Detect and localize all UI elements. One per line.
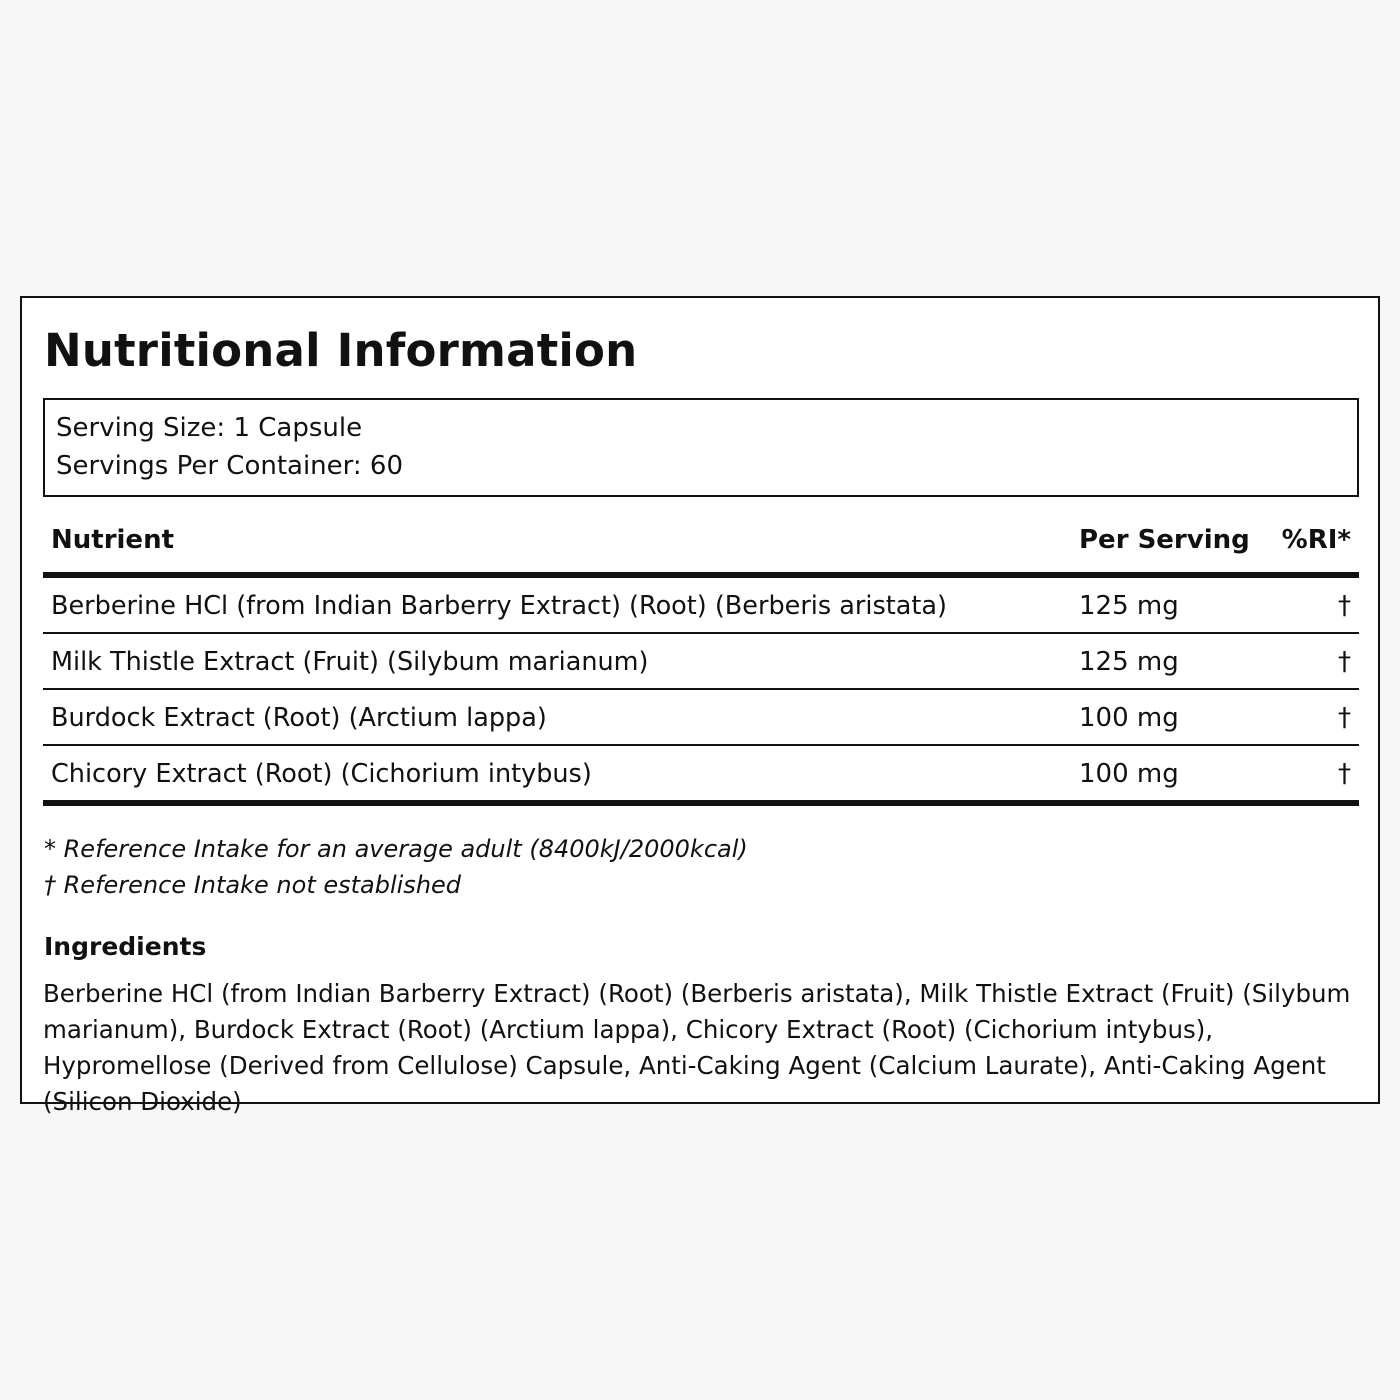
serving-size: Serving Size: 1 Capsule [56,413,363,443]
nutrient-name: Berberine HCl (from Indian Barberry Extract) (Root) (Berberis aristata) [51,591,947,621]
nutrient-amount: 125 mg [1079,647,1179,677]
nutrient-ri: † [1338,703,1351,733]
nutrient-name: Milk Thistle Extract (Fruit) (Silybum marianum) [51,647,649,677]
nutrient-amount: 100 mg [1079,703,1179,733]
label-title: Nutritional Information [44,324,638,377]
nutrient-name: Chicory Extract (Root) (Cichorium intybus) [51,759,592,789]
dagger-footnote: † Reference Intake not established [44,871,462,899]
table-row [43,690,1359,746]
ingredients-heading: Ingredients [44,932,207,961]
table-row [43,634,1359,690]
header-ri: %RI* [1281,525,1351,555]
table-row [43,746,1359,806]
nutrient-amount: 125 mg [1079,591,1179,621]
nutrient-table-body [43,578,1359,806]
nutrient-table-header [43,520,1359,578]
nutrient-ri: † [1338,759,1351,789]
nutrient-name: Burdock Extract (Root) (Arctium lappa) [51,703,547,733]
serving-info-box [43,398,1359,497]
header-per-serving: Per Serving [1079,525,1250,555]
nutrient-amount: 100 mg [1079,759,1179,789]
table-row [43,578,1359,634]
nutrient-ri: † [1338,647,1351,677]
header-nutrient: Nutrient [51,525,175,555]
nutrition-label [20,296,1380,1116]
ingredients-text: Berberine HCl (from Indian Barberry Extract) (Root) (Berberis aristata), Milk Thistle Extract (Fruit) (Silybum marianum), Burdock Extract (Root) (Arctium lappa), Chicory Extract (Root) (Cichorium intybus), Hypromellose (Derived from Cellulose) Capsule, Anti-Caking Agent (Calcium Laurate), Anti-Caking Agent (Silicon Dioxide) [43,979,1351,1116]
ri-footnote: * Reference Intake for an average adult (8400kJ/2000kcal) [44,835,748,863]
servings-per-container: Servings Per Container: 60 [56,451,404,481]
nutrient-ri: † [1338,591,1351,621]
